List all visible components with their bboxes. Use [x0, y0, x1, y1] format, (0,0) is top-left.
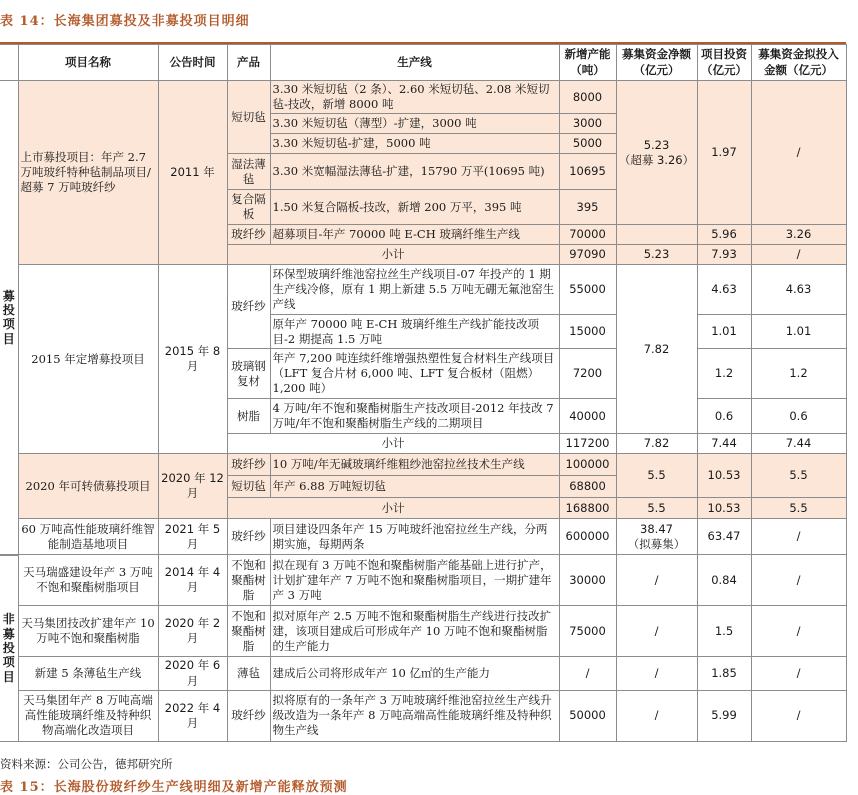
capacity: 97090 — [559, 245, 616, 265]
net-funds: 7.82 — [616, 434, 697, 454]
allocation: 1.2 — [751, 349, 846, 399]
capacity: 10695 — [559, 154, 616, 190]
announce-date: 2014 年 4 月 — [158, 555, 227, 606]
announce-date: 2021 年 5 月 — [158, 519, 227, 555]
net-funds: 38.47 （拟募集） — [616, 519, 697, 555]
table-row — [0, 519, 846, 555]
category-fund: 募投项目 — [0, 81, 18, 555]
investment: 1.2 — [697, 349, 751, 399]
allocation: / — [751, 555, 846, 606]
production-line: 年产 6.88 万吨短切毡 — [270, 476, 559, 498]
product: 玻纤纱 — [227, 265, 270, 349]
announce-date: 2015 年 8 月 — [158, 265, 227, 454]
net-funds: 5.5 — [616, 454, 697, 498]
product: 湿法薄毡 — [227, 154, 270, 190]
project-name: 2015 年定增募投项目 — [18, 265, 158, 454]
capacity: 70000 — [559, 225, 616, 245]
investment: 1.97 — [697, 81, 751, 225]
production-line: 拟将原有的一条年产 3 万吨玻璃纤维池窑拉丝生产线升级改造为一条年产 8 万吨高端高性能玻璃纤维及特种织物生产线 — [270, 690, 559, 741]
investment: 1.85 — [697, 657, 751, 690]
product: 短切毡 — [227, 476, 270, 498]
production-line: 4 万吨/年不饱和聚酯树脂生产技改项目-2012 年技改 7 万吨/年不饱和聚酯树脂生产线的二期项目 — [270, 399, 559, 434]
table-row — [0, 690, 846, 741]
investment: 7.93 — [697, 245, 751, 265]
capacity: 7200 — [559, 349, 616, 399]
capacity: 75000 — [559, 606, 616, 657]
net-funds: / — [616, 555, 697, 606]
investment: 10.53 — [697, 454, 751, 498]
investment: 0.6 — [697, 399, 751, 434]
production-line: 拟对原年产 2.5 万吨不饱和聚酯树脂生产线进行技改扩建，该项目建成后可形成年产 10 万吨不饱和聚酯树脂的生产能力 — [270, 606, 559, 657]
project-name: 天马集团技改扩建年产 10 万吨不饱和聚酯树脂 — [18, 606, 158, 657]
table-row — [0, 454, 846, 476]
capacity: 55000 — [559, 265, 616, 315]
announce-date: 2020 年 2 月 — [158, 606, 227, 657]
capacity: 168800 — [559, 498, 616, 519]
table-title: 表 14：长海集团募投及非募投项目明细 — [0, 14, 250, 29]
product: 不饱和聚酯树脂 — [227, 555, 270, 606]
table-row — [0, 81, 846, 114]
capacity: 50000 — [559, 690, 616, 741]
header-name: 项目名称 — [18, 45, 158, 81]
production-line: 1.50 米复合隔板-技改，新增 200 万平，395 吨 — [270, 190, 559, 225]
production-line: 3.30 米宽幅湿法薄毡-扩建，15790 万平(10695 吨) — [270, 154, 559, 190]
project-name: 天马集团年产 8 万吨高端高性能玻璃纤维及特种织物高端化改造项目 — [18, 690, 158, 741]
production-line: 项目建设四条年产 15 万吨玻纤池窑拉丝生产线，分两期实施，每期两条 — [270, 519, 559, 555]
capacity: 68800 — [559, 476, 616, 498]
production-line: 原年产 70000 吨 E-CH 玻璃纤维生产线扩能技改项目-2 期提高 1.5 万吨 — [270, 315, 559, 349]
allocation: 1.01 — [751, 315, 846, 349]
investment: 10.53 — [697, 498, 751, 519]
source-note: 资料来源：公司公告，德邦研究所 — [0, 757, 173, 771]
capacity: 5000 — [559, 134, 616, 154]
table-row — [0, 657, 846, 690]
net-funds — [616, 225, 697, 245]
production-line: 超募项目-年产 70000 吨 E-CH 玻璃纤维生产线 — [270, 225, 559, 245]
header-alloc: 募集资金拟投入金额（亿元） — [751, 45, 846, 81]
investment: 7.44 — [697, 434, 751, 454]
announce-date: 2020 年 6 月 — [158, 657, 227, 690]
production-line: 拟在现有 3 万吨不饱和聚酯树脂产能基础上进行扩产，计划扩建年产 7 万吨不饱和聚酯树脂项目，一期扩建年产 3 万吨 — [270, 555, 559, 606]
product: 薄毡 — [227, 657, 270, 690]
header-row — [0, 45, 846, 81]
net-funds: 5.23 — [616, 245, 697, 265]
allocation: / — [751, 690, 846, 741]
investment: 63.47 — [697, 519, 751, 555]
project-name: 上市募投项目：年产 2.7 万吨玻纤特种毡制品项目/超募 7 万吨玻纤纱 — [18, 81, 158, 265]
announce-date: 2022 年 4 月 — [158, 690, 227, 741]
product: 复合隔板 — [227, 190, 270, 225]
project-name: 60 万吨高性能玻璃纤维智能制造基地项目 — [18, 519, 158, 555]
production-line: 环保型玻璃纤维池窑拉丝生产线项目-07 年投产的 1 期生产线冷修，原有 1 期上新建 5.5 万吨无硼无氟池窑生产线 — [270, 265, 559, 315]
production-line: 3.30 米短切毡（薄型）-扩建，3000 吨 — [270, 114, 559, 134]
investment: 1.5 — [697, 606, 751, 657]
product: 玻纤纱 — [227, 225, 270, 245]
header-capacity: 新增产能（吨） — [559, 45, 616, 81]
allocation: / — [751, 81, 846, 225]
allocation: / — [751, 519, 846, 555]
investment: 0.84 — [697, 555, 751, 606]
product: 玻璃钢复材 — [227, 349, 270, 399]
capacity: 40000 — [559, 399, 616, 434]
allocation: 5.5 — [751, 454, 846, 498]
net-funds: 7.82 — [616, 265, 697, 434]
allocation: 7.44 — [751, 434, 846, 454]
table-row — [0, 606, 846, 657]
investment: 1.01 — [697, 315, 751, 349]
production-line: 建成后公司将形成年产 10 亿㎡的生产能力 — [270, 657, 559, 690]
net-funds: 5.23 （超募 3.26） — [616, 81, 697, 225]
capacity: 3000 — [559, 114, 616, 134]
net-funds: / — [616, 657, 697, 690]
subtotal-label: 小计 — [227, 498, 559, 519]
header-line: 生产线 — [270, 45, 559, 81]
investment: 5.96 — [697, 225, 751, 245]
allocation: 5.5 — [751, 498, 846, 519]
allocation: 3.26 — [751, 225, 846, 245]
capacity: 30000 — [559, 555, 616, 606]
investment: 4.63 — [697, 265, 751, 315]
net-funds: / — [616, 690, 697, 741]
project-table — [0, 44, 847, 742]
header-invest: 项目投资（亿元） — [697, 45, 751, 81]
project-name: 新建 5 条薄毡生产线 — [18, 657, 158, 690]
production-line: 10 万吨/年无碱玻璃纤维粗纱池窑拉丝技术生产线 — [270, 454, 559, 476]
capacity: 600000 — [559, 519, 616, 555]
production-line: 年产 7,200 吨连续纤维增强热塑性复合材料生产线项目（LFT 复合片材 6,000 吨、LFT 复合板材（阻燃）1,200 吨） — [270, 349, 559, 399]
capacity: 15000 — [559, 315, 616, 349]
table-row — [0, 555, 846, 606]
capacity: 395 — [559, 190, 616, 225]
allocation: / — [751, 245, 846, 265]
table-row — [0, 265, 846, 315]
product: 玻纤纱 — [227, 519, 270, 555]
header-date: 公告时间 — [158, 45, 227, 81]
allocation: 4.63 — [751, 265, 846, 315]
allocation: 0.6 — [751, 399, 846, 434]
project-name: 2020 年可转债募投项目 — [18, 454, 158, 519]
announce-date: 2011 年 — [158, 81, 227, 265]
product: 玻纤纱 — [227, 690, 270, 741]
production-line: 3.30 米短切毡-扩建，5000 吨 — [270, 134, 559, 154]
product: 树脂 — [227, 399, 270, 434]
allocation: / — [751, 657, 846, 690]
capacity: / — [559, 657, 616, 690]
product: 短切毡 — [227, 81, 270, 154]
production-line: 3.30 米短切毡（2 条）、2.60 米短切毡、2.08 米短切毡-技改，新增 8000 吨 — [270, 81, 559, 114]
product: 玻纤纱 — [227, 454, 270, 476]
header-blank — [0, 45, 18, 81]
net-funds: 5.5 — [616, 498, 697, 519]
net-funds: / — [616, 606, 697, 657]
subtotal-label: 小计 — [227, 434, 559, 454]
next-table-title: 表 15：长海股份玻纤纱生产线明细及新增产能释放预测 — [0, 780, 348, 795]
header-net: 募集资金净额（亿元） — [616, 45, 697, 81]
capacity: 100000 — [559, 454, 616, 476]
announce-date: 2020 年 12 月 — [158, 454, 227, 519]
product: 不饱和聚酯树脂 — [227, 606, 270, 657]
header-product: 产品 — [227, 45, 270, 81]
capacity: 8000 — [559, 81, 616, 114]
project-name: 天马瑞盛建设年产 3 万吨不饱和聚酯树脂项目 — [18, 555, 158, 606]
subtotal-label: 小计 — [227, 245, 559, 265]
category-nonfund: 非募投项目 — [0, 555, 18, 741]
investment: 5.99 — [697, 690, 751, 741]
capacity: 117200 — [559, 434, 616, 454]
allocation: / — [751, 606, 846, 657]
